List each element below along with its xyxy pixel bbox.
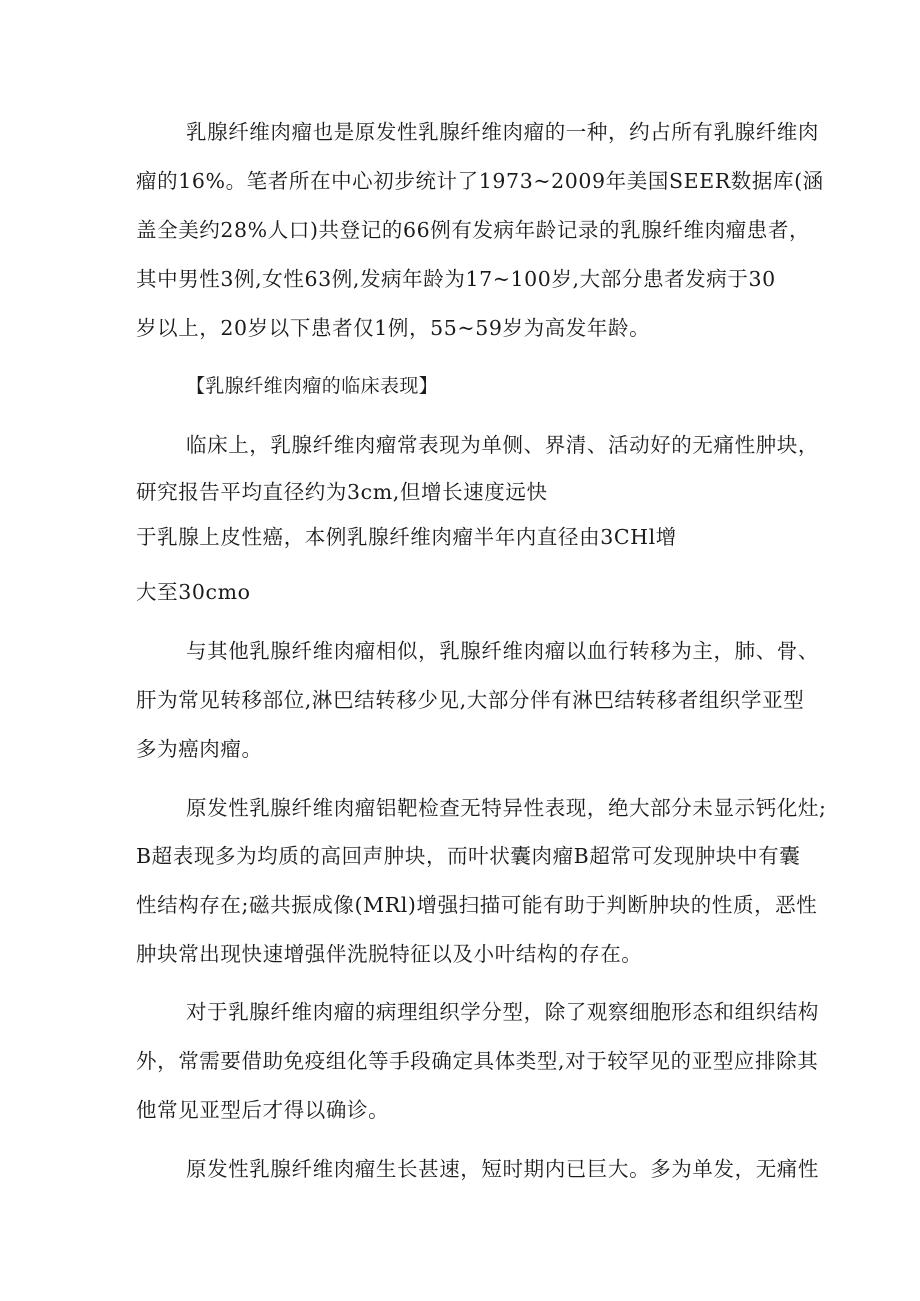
paragraph-2-line-2: 研究报告平均直径约为3cm,但增长速度远快 [136, 480, 548, 504]
paragraph-5-line-1: 对于乳腺纤维肉瘤的病理组织学分型，除了观察细胞形态和组织结构 [186, 1000, 819, 1024]
paragraph-3-line-3: 多为癌肉瘤。 [136, 737, 263, 761]
paragraph-1-line-5: 岁以上，20岁以下患者仅1例，55~59岁为高发年龄。 [136, 316, 651, 340]
paragraph-3-line-1: 与其他乳腺纤维肉瘤相似，乳腺纤维肉瘤以血行转移为主，肺、骨、 [186, 639, 819, 663]
paragraph-1-line-3: 盖全美约28%人口)共登记的66例有发病年龄记录的乳腺纤维肉瘤患者， [136, 218, 811, 242]
paragraph-2-line-3: 于乳腺上皮性癌，本例乳腺纤维肉瘤半年内直径由3CHl增 [136, 525, 677, 549]
paragraph-1-line-2: 瘤的16%。笔者所在中心初步统计了1973~2009年美国SEER数据库(涵 [136, 169, 824, 193]
paragraph-1-line-4: 其中男性3例,女性63例,发病年龄为17~100岁,大部分患者发病于30 [136, 267, 776, 291]
paragraph-4-line-1: 原发性乳腺纤维肉瘤铝靶检查无特异性表现，绝大部分未显示钙化灶; [186, 796, 827, 820]
paragraph-2-line-1: 临床上，乳腺纤维肉瘤常表现为单侧、界清、活动好的无痛性肿块， [186, 433, 819, 457]
paragraph-6-line-1: 原发性乳腺纤维肉瘤生长甚速，短时期内已巨大。多为单发，无痛性 [186, 1157, 819, 1181]
paragraph-4-line-4: 肿块常出现快速增强伴洗脱特征以及小叶结构的存在。 [136, 942, 643, 966]
paragraph-5-line-3: 他常见亚型后才得以确诊。 [136, 1098, 390, 1122]
paragraph-4-line-2: B超表现多为均质的高回声肿块，而叶状囊肉瘤B超常可发现肿块中有囊 [136, 844, 801, 868]
paragraph-5-line-2: 外，常需要借助免疫组化等手段确定具体类型,对于较罕见的亚型应排除其 [136, 1049, 819, 1073]
paragraph-3-line-2: 肝为常见转移部位,淋巴结转移少见,大部分伴有淋巴结转移者组织学亚型 [136, 688, 805, 712]
section-heading: 【乳腺纤维肉瘤的临床表现】 [186, 375, 439, 397]
paragraph-1-line-1: 乳腺纤维肉瘤也是原发性乳腺纤维肉瘤的一种，约占所有乳腺纤维肉 [186, 120, 819, 144]
paragraph-2-line-4: 大至30cmo [136, 580, 251, 604]
paragraph-4-line-3: 性结构存在;磁共振成像(MRl)增强扫描可能有助于判断肿块的性质，恶性 [136, 893, 818, 917]
